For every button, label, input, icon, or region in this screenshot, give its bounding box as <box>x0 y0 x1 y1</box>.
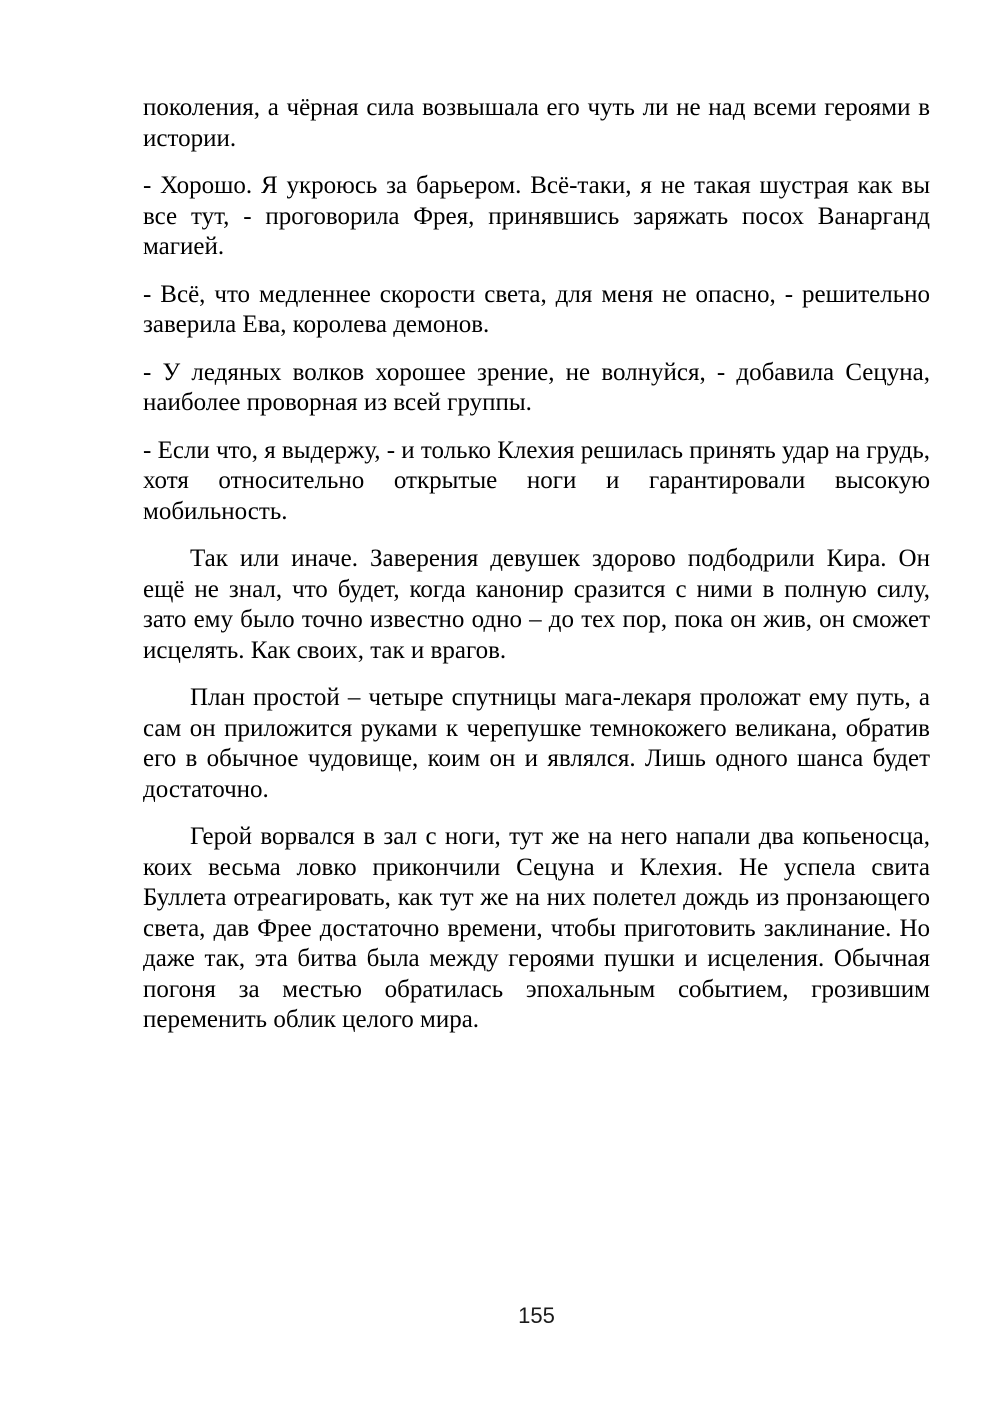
page-number: 155 <box>518 1303 555 1328</box>
paragraph: поколения, а чёрная сила возвышала его чуть ли не над всеми героями в истории. <box>143 94 930 152</box>
paragraph: - Хорошо. Я укроюсь за барьером. Всё-таки, я не такая шустрая как вы все тут, - проговорила Фрея, принявшись заряжать посох Ванарганд магией. <box>143 172 930 260</box>
page-footer <box>143 1303 930 1329</box>
paragraph: План простой – четыре спутницы мага-лекаря проложат ему путь, а сам он приложится руками к черепушке темнокожего великана, обратив его в обычное чудовище, коим он и являлся. Лишь одного шанса будет достаточно. <box>143 684 930 803</box>
paragraph: Герой ворвался в зал с ноги, тут же на него напали два копьеносца, коих весьма ловко прикончили Сецуна и Клехия. Не успела свита Буллета отреагировать, как тут же на них полетел дождь из пронзающего света, дав Фрее достаточно времени, чтобы приготовить заклинание. Но даже так, эта битва была между героями пушки и исцеления. Обычная погоня за местью обратилась эпохальным событием, грозившим переменить облик целого мира. <box>143 823 930 1033</box>
paragraph: - У ледяных волков хорошее зрение, не волнуйся, - добавила Сецуна, наиболее проворная из всей группы. <box>143 358 930 416</box>
paragraph: Так или иначе. Заверения девушек здорово подбодрили Кира. Он ещё не знал, что будет, когда канонир сразится с ними в полную силу, зато ему было точно известно одно – до тех пор, пока он жив, он сможет исцелять. Как своих, так и врагов. <box>143 545 930 664</box>
page-text-block <box>143 93 930 1053</box>
paragraph: - Если что, я выдержу, - и только Клехия решилась принять удар на грудь, хотя относительно открытые ноги и гарантировали высокую мобильность. <box>143 436 930 525</box>
paragraph: - Всё, что медленнее скорости света, для меня не опасно, - решительно заверила Ева, королева демонов. <box>143 280 930 338</box>
